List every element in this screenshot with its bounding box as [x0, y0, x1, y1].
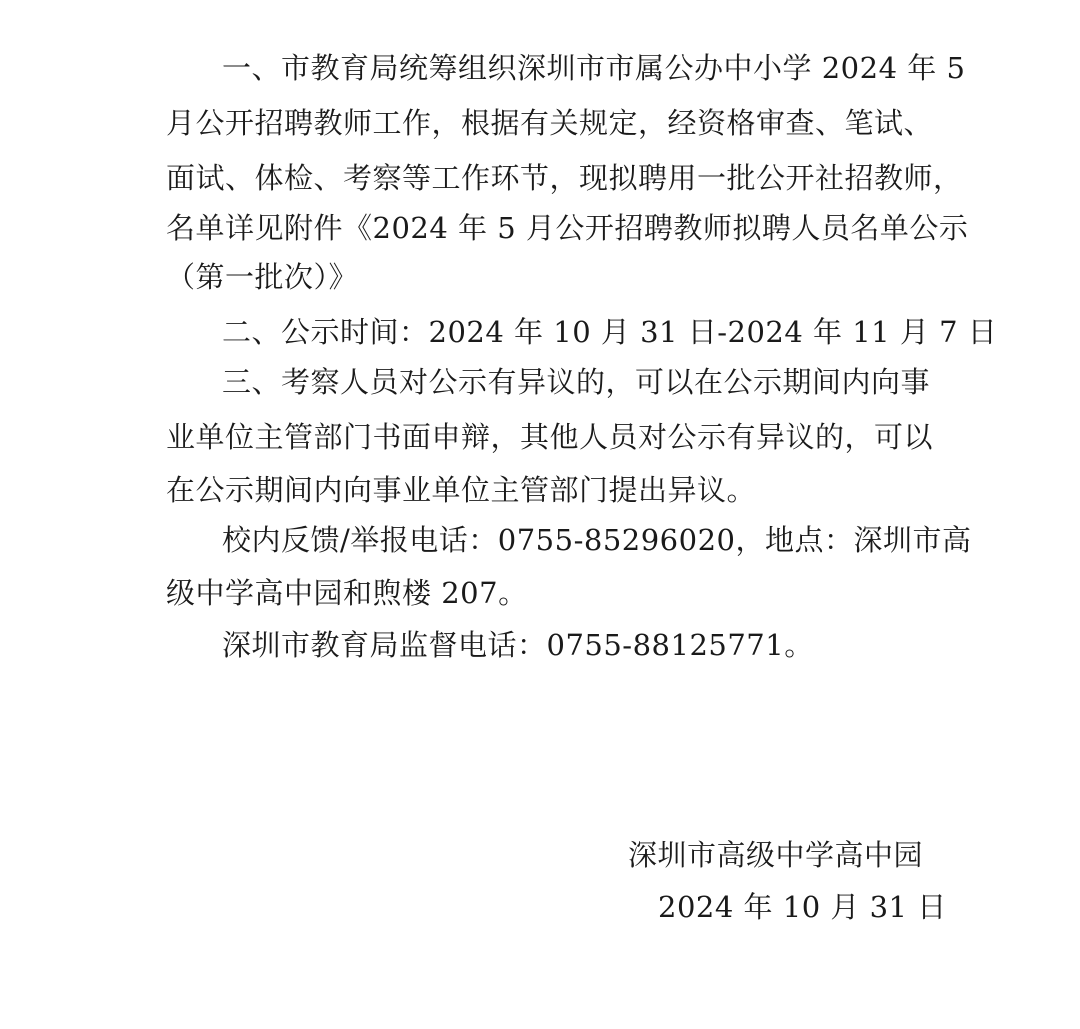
signature-organization: 深圳市高级中学高中园 — [628, 838, 924, 872]
school-contact-line-1: 校内反馈/举报电话：0755-85296020，地点：深圳市高 — [222, 523, 972, 557]
school-contact-line-2: 级中学高中园和煦楼 207。 — [166, 576, 528, 610]
section1-line-2: 月公开招聘教师工作，根据有关规定，经资格审查、笔试、 — [166, 106, 934, 140]
bureau-contact: 深圳市教育局监督电话：0755-88125771。 — [222, 628, 814, 662]
section1-line-3: 面试、体检、考察等工作环节，现拟聘用一批公开社招教师， — [166, 161, 963, 195]
section3-line-2: 业单位主管部门书面申辩，其他人员对公示有异议的，可以 — [166, 420, 934, 454]
section1-line-4: 名单详见附件《2024 年 5 月公开招聘教师拟聘人员名单公示 — [166, 211, 969, 245]
signature-date: 2024 年 10 月 31 日 — [658, 890, 947, 924]
section3-line-3: 在公示期间内向事业单位主管部门提出异议。 — [166, 473, 757, 507]
section3-line-1: 三、考察人员对公示有异议的，可以在公示期间内向事 — [222, 365, 931, 399]
section1-line-1: 一、市教育局统筹组织深圳市市属公办中小学 2024 年 5 — [222, 51, 966, 85]
section1-line-5: （第一批次）》 — [166, 260, 359, 294]
section2-publicity-period: 二、公示时间：2024 年 10 月 31 日-2024 年 11 月 7 日 — [222, 315, 998, 349]
